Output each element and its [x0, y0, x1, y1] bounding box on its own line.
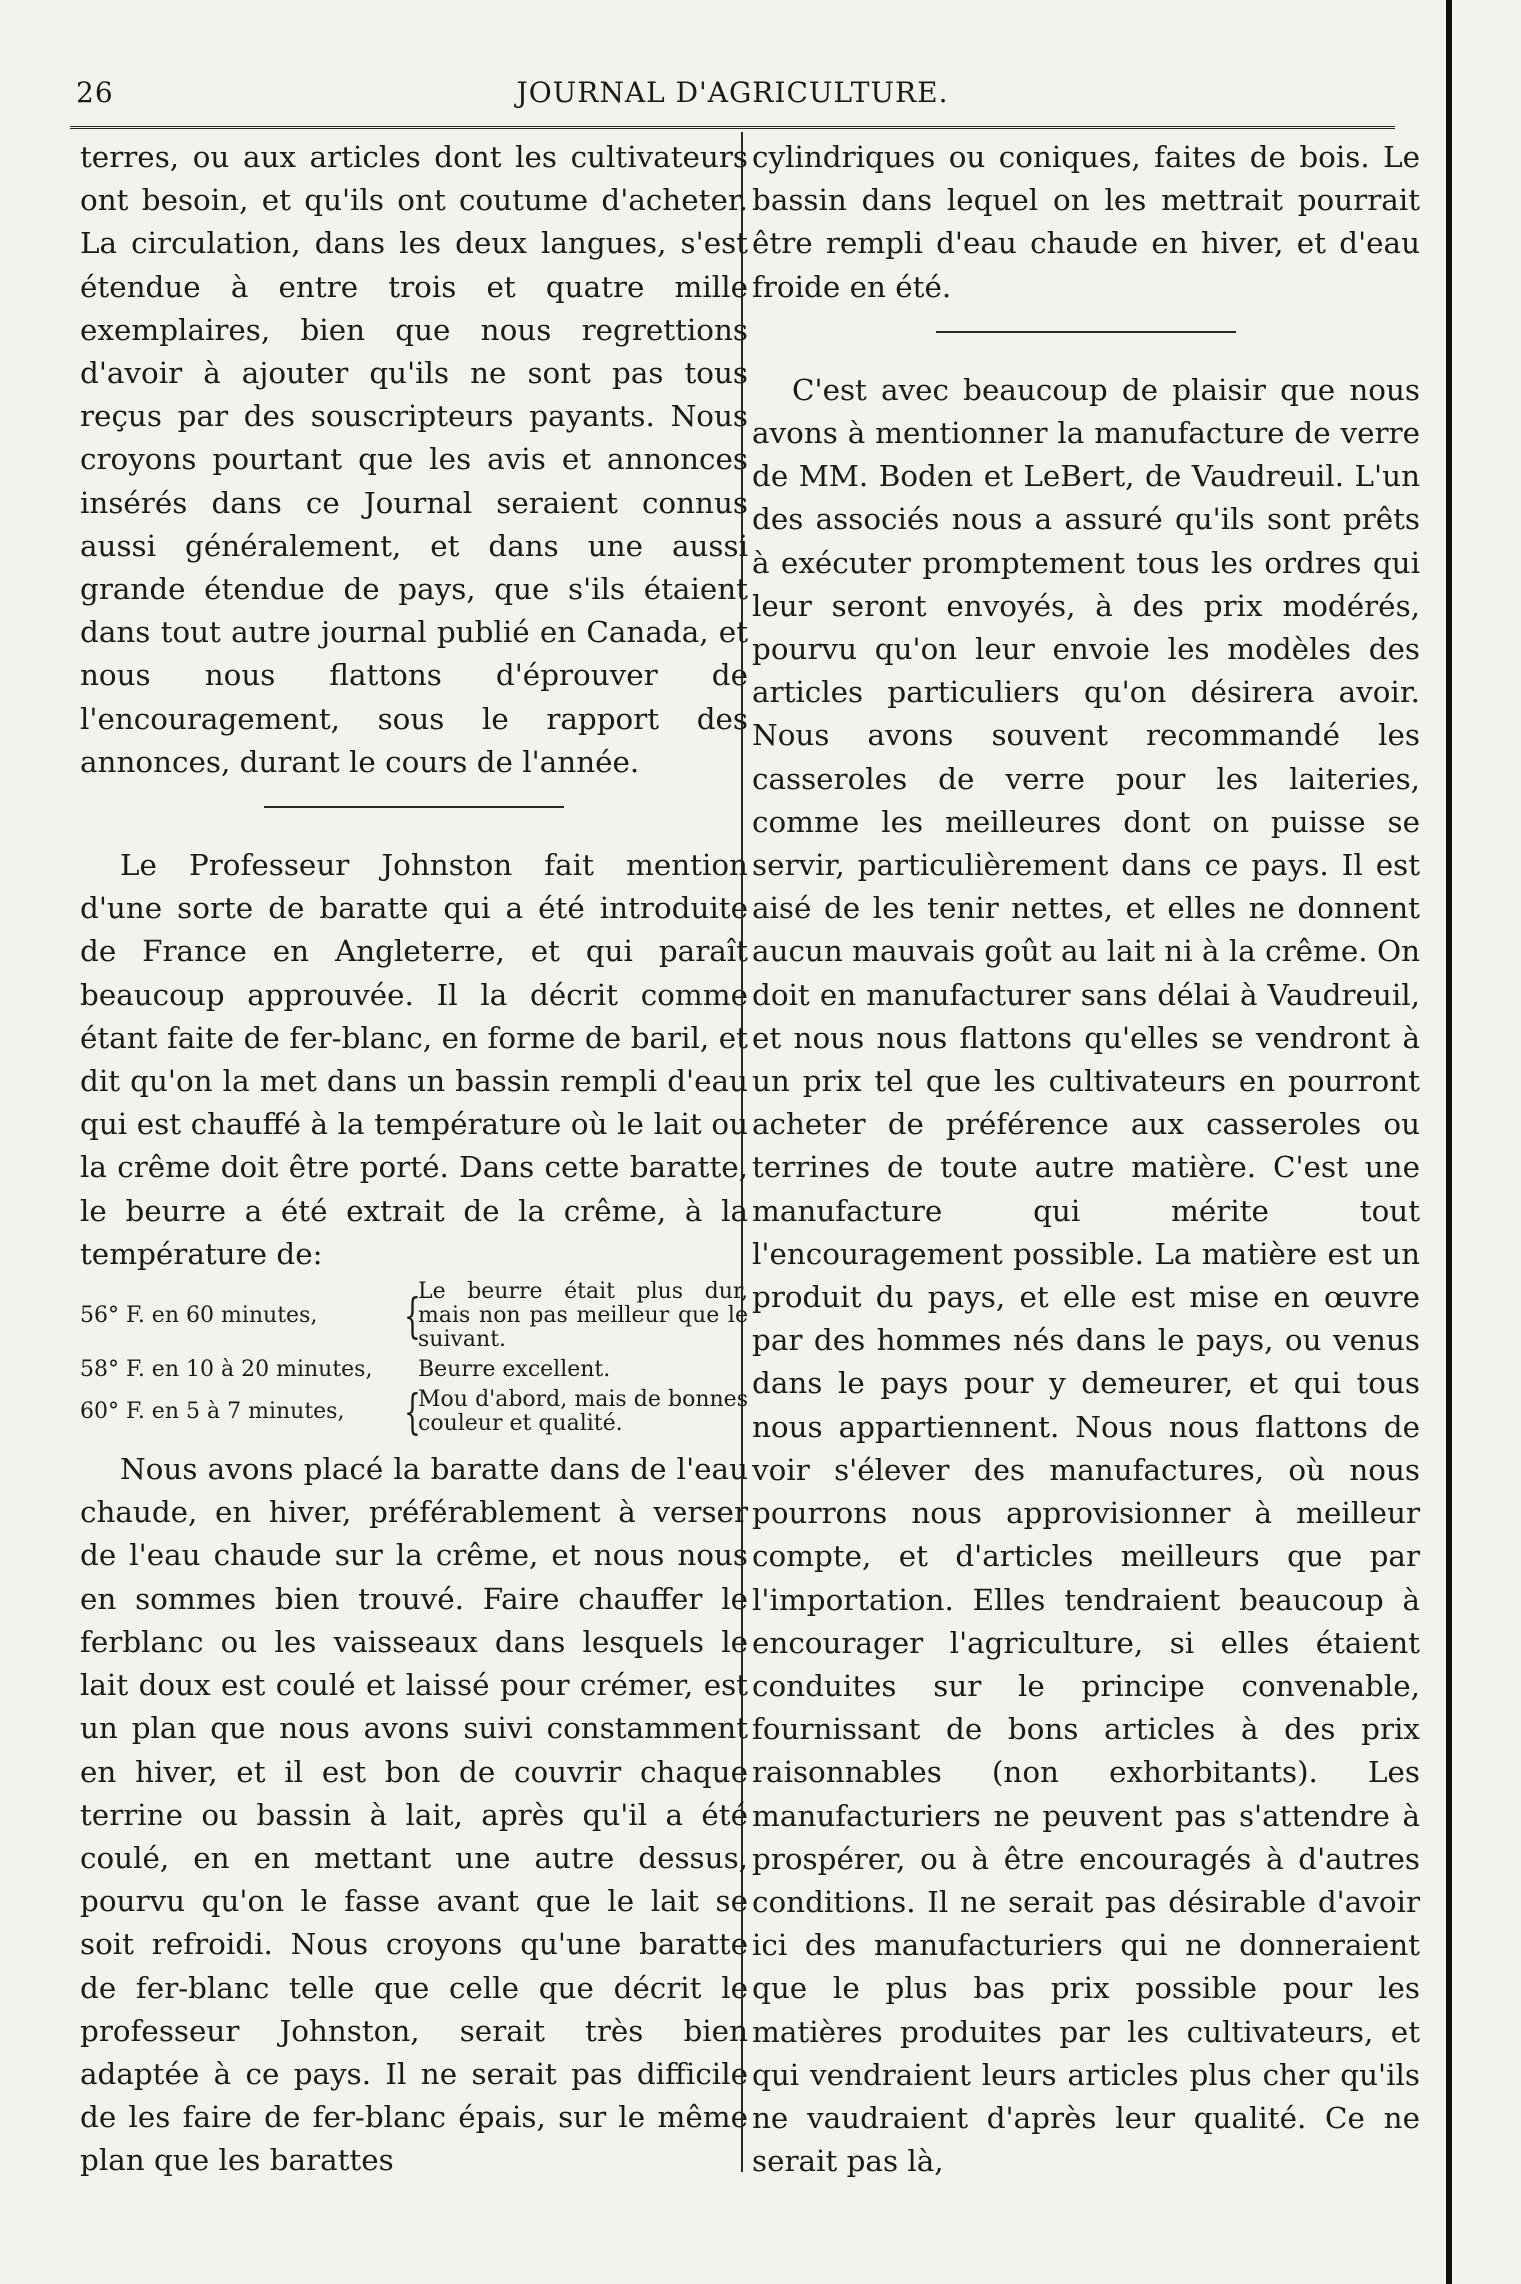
temperature-table [80, 1279, 748, 1441]
brace-icon: { [404, 1288, 421, 1345]
section-separator [264, 806, 564, 808]
right-paragraph-2: C'est avec beaucoup de plaisir que nous avons à mentionner la manufacture de verre de MM. Boden et LeBert, de Vaudreuil. L'un des associés nous a assuré qu'ils sont prêts à exécuter promptement tous les ordres qui leur seront envoyés, à des prix modérés, pourvu qu'on leur envoie les modèles des articles particuliers qu'on désirera avoir. Nous avons souvent recommandé les casseroles de verre pour les laiteries, comme les meilleures dont on puisse se servir, particulièrement dans ce pays. Il est aisé de les tenir nettes, et elles ne donnent aucun mauvais goût au lait ni à la crême. On doit en manufacturer sans délai à Vaudreuil, et nous nous flattons qu'elles se vendront à un prix tel que les cultivateurs en pourront acheter de préférence aux casseroles ou terrines de toute autre matière. C'est une manufacture qui mérite tout l'encouragement possible. La matière est un produit du pays, et elle est mise en œuvre par des hommes nés dans le pays, ou venus dans le pays pour y demeurer, et qui tous nous appartiennent. Nous nous flattons de voir s'élever des manufactures, où nous pourrons nous approvisionner à meilleur compte, et d'articles meilleurs que par l'importation. Elles tendraient beaucoup à encourager l'agriculture, si elles étaient conduites sur le principe convenable, fournissant de bons articles à des prix raisonnables (non exhorbitants). Les manufacturiers ne peuvent pas s'attendre à prospérer, ou à être encouragés à d'autres conditions. Il ne serait pas désirable d'avoir ici des manufacturiers qui ne donneraient que le plus bas prix possible pour les matières produites par les cultivateurs, et qui vendraient leurs articles plus cher qu'ils ne vaudraient d'après leur qualité. Ce ne serait pas là, [752, 372, 1420, 2179]
journal-title: JOURNAL D'AGRICULTURE. [516, 76, 949, 109]
page-header [70, 70, 1395, 118]
page-edge-border [1446, 0, 1452, 2284]
left-paragraph-1: terres, ou aux articles dont les cultivateurs ont besoin, et qu'ils ont coutume d'acheter. La circulation, dans les deux langues, s'est étendue à entre trois et quatre mille exemplaires, bien que nous regrettions d'avoir à ajouter qu'ils ne sont pas tous reçus par des souscripteurs payants. Nous croyons pourtant que les avis et annonces insérés dans ce Journal seraient connus aussi généralement, et dans une aussi grande étendue de pays, que s'ils étaient dans tout autre journal publié en Canada, et nous nous flattons d'éprouver de l'encouragement, sous le rapport des annonces, durant le cours de l'année. [80, 140, 748, 779]
right-paragraph-1: cylindriques ou coniques, faites de bois. Le bassin dans lequel on les mettrait pourrait être rempli d'eau chaude en hiver, et d'eau froide en été. [752, 140, 1420, 304]
left-paragraph-2: Le Professeur Johnston fait mention d'une sorte de baratte qui a été introduite de France en Angleterre, et qui paraît beaucoup approuvée. Il la décrit comme étant faite de fer-blanc, en forme de baril, et dit qu'on la met dans un bassin rempli d'eau qui est chauffé à la température où le lait ou la crême doit être porté. Dans cette baratte, le beurre a été extrait de la crême, à la température de: [80, 848, 748, 1271]
temperature-label: 56° F. en 60 minutes, [80, 1303, 318, 1329]
temperature-row [80, 1280, 748, 1352]
right-column [752, 136, 1420, 2183]
temperature-result: Le beurre était plus dur, mais non pas meilleur que le suivant. [418, 1279, 748, 1353]
temperature-row [80, 1384, 748, 1441]
left-column [80, 136, 748, 2183]
page-number: 26 [76, 76, 114, 109]
header-rule [70, 126, 1395, 129]
left-paragraph-3: Nous avons placé la baratte dans de l'eau chaude, en hiver, préférablement à verser de l'eau chaude sur la crême, et nous nous en sommes bien trouvé. Faire chauffer le ferblanc ou les vaisseaux dans lesquels le lait doux est coulé et laissé pour crémer, est un plan que nous avons suivi constamment en hiver, et il est bon de couvrir chaque terrine ou bassin à lait, après qu'il a été coulé, en en mettant une autre dessus, pourvu qu'on le fasse avant que le lait se soit refroidi. Nous croyons qu'une baratte de fer-blanc telle que celle que décrit le professeur Johnston, serait très bien adaptée à ce pays. Il ne serait pas difficile de les faire de fer-blanc épais, sur le même plan que les barattes [80, 1452, 748, 2178]
temperature-label: 58° F. en 10 à 20 minutes, [80, 1357, 373, 1383]
temperature-row [80, 1358, 748, 1382]
temperature-result: Mou d'abord, mais de bonnes couleur et qualité. [418, 1387, 748, 1437]
temperature-result: Beurre excellent. [418, 1357, 611, 1383]
brace-icon: { [404, 1384, 421, 1441]
section-separator [936, 331, 1236, 333]
temperature-label: 60° F. en 5 à 7 minutes, [80, 1399, 345, 1425]
